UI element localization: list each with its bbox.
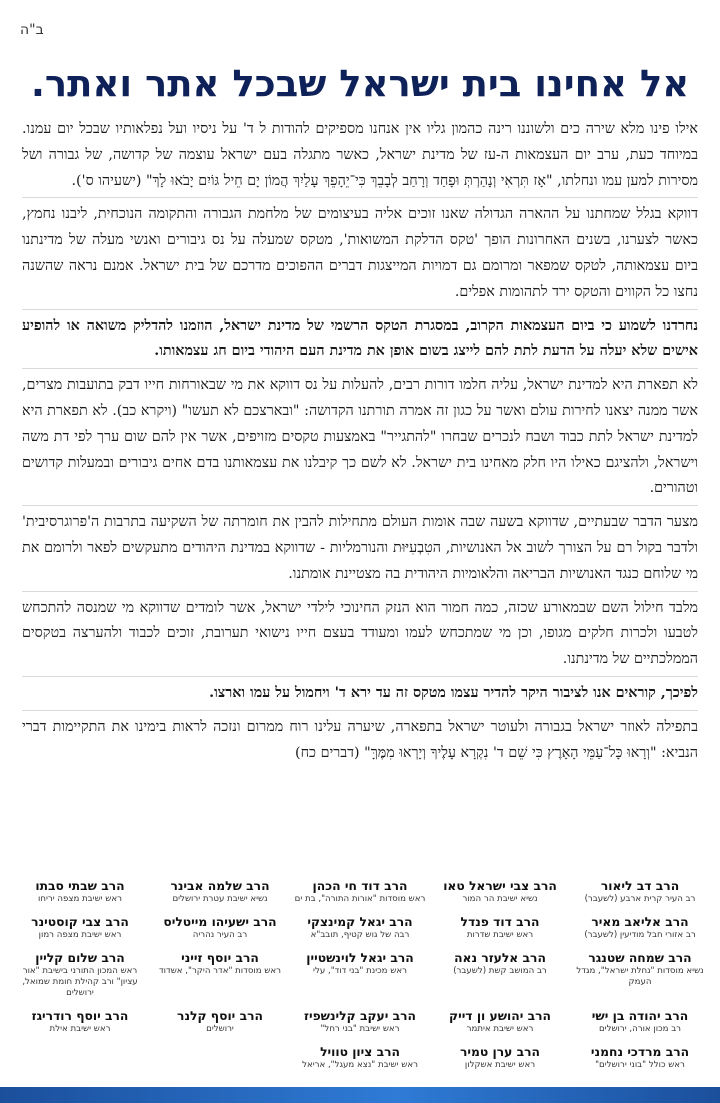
bottom-decorative-bar [0, 1087, 720, 1103]
signatory [574, 1044, 706, 1071]
signatory [434, 1044, 566, 1071]
signatory-role: רבה של גוש קטיף, תובב"א [310, 930, 410, 940]
signatory-role: ראש מוסדות "אורות התורה", בת ים [294, 894, 426, 904]
paragraph-divider [22, 309, 698, 310]
signatory [434, 950, 566, 999]
signatory-role: ראש ישיבת מצפה יריחו [38, 894, 122, 904]
signatory-role: רב מכון אורה, ירושלים [598, 1024, 682, 1034]
signatory [434, 878, 566, 905]
header-bh-mark: ב"ה [20, 22, 44, 38]
signatory [14, 1008, 146, 1035]
signatory [574, 1008, 706, 1035]
signatory-name: הרב מרדכי נחמני [590, 1045, 690, 1059]
signatory-role: ראש ישיבת איתמר [466, 1024, 534, 1034]
signatory-role: רב אזורי חבל מודיעין (לשעבר) [584, 930, 696, 940]
signatory-name: הרב שלום קליין [35, 951, 125, 965]
paragraph-divider [22, 676, 698, 677]
signatory-role: ראש ישיבת מצפה רמון [38, 930, 122, 940]
signatory-name: הרב יוסף קלנר [177, 1009, 263, 1023]
signatory-name: הרב שבתי סבתו [35, 879, 125, 893]
signatory-role: רב העיר קרית ארבע (לשעבר) [584, 894, 696, 904]
signatory-name: הרב יוסף רודריגז [31, 1009, 129, 1023]
letter-paragraph: לפיכך, קוראים אנו לציבור היקר להדיר עצמו מטקס זה עד ירא ד' ויחמול על עמו וארצו. [209, 684, 698, 701]
letter-paragraph: בתפילה לאוזר ישראל בגבורה ולעוטר ישראל בתפארה, שיערה עלינו רוח ממרום ונזכה לראות בימינו את התקיימות דברי הנביא: "וְרָאוּ כָּל־עַמֵּי הָאָרֶץ כִּי שֵׁם ד' נִקְרָא עָלֶיךָ וְיָרְאוּ מִמֶּךָּ" (דברים כח) [22, 718, 698, 761]
signatory-role: ראש כולל "בוני ירושלים" [595, 1060, 685, 1070]
signatory-role: ראש המכון התורני בישיבת "אור עציון" ורב קהילת חומת שמואל, ירושלים [22, 966, 138, 998]
signatory [14, 878, 146, 905]
signatory-name: הרב ערן טמיר [459, 1045, 540, 1059]
signatory-name: הרב יגאל קמינצקי [307, 915, 413, 929]
signatory-name: הרב צבי קוסטינר [31, 915, 129, 929]
letter-paragraph: דווקא בגלל שמחתנו על ההארה הגדולה שאנו זוכים אליה בעיצומים של מלחמת הגבורה והתקומה הנוכחית, ליבנו נחמץ, כאשר לצערנו, בשנים האחרונות הופך 'טקס הדלקת המשואות', מטקס שמעלה על נס גיבורים ואנשי מעלה של מדינתנו ביום עצמאותה, לטקס שמפאר ומרומם גם דמויות המייצגות דברים ההפוכים מדרכם של בית ישראל. אמנם נראה שהשנה נחצו כל הקווים והטקס ירד לתהומות אפלים. [22, 206, 698, 300]
signatory [294, 878, 426, 905]
paragraph-divider [22, 591, 698, 592]
signatory [294, 914, 426, 941]
page-title: אל אחינו בית ישראל שבכל אתר ואתר. [30, 62, 690, 105]
letter-paragraph: מלבד חילול השם שבמאורע שכזה, כמה חמור הוא הנזק החינוכי לילדי ישראל, אשר לומדים שדווקא מי שמנסה להתכחש לטבעו ולכרות חלקים מגופו, וכן מי שמתכחש לעמו ומעודד בעצם חייו נישואי תערובת, זוכים לכבוד ולהערצה בטקסים הממלכתיים של מדינתנו. [22, 599, 698, 668]
paragraph-divider [22, 505, 698, 506]
signatory-role: רב העיר נהריה [192, 930, 248, 940]
signatory-name: הרב ישעיהו מייטליס [163, 915, 277, 929]
paragraph-divider [22, 368, 698, 369]
signatory-name: הרב דוד פנדל [460, 915, 540, 929]
signatory-name: הרב ציון טוויל [320, 1045, 400, 1059]
letter-body [22, 117, 698, 768]
signatory [14, 914, 146, 941]
signatory [574, 950, 706, 999]
signatory-role: רב המושב קשת (לשעבר) [453, 966, 547, 976]
signatory [574, 878, 706, 905]
signatory-role: נשיא ישיבת הר המור [462, 894, 538, 904]
signatory-role: ירושלים [206, 1024, 234, 1034]
signatories-grid [14, 878, 706, 1071]
signatory-role: ראש ישיבת אשקלון [464, 1060, 536, 1070]
signatory-name: הרב דוד חי הכהן [312, 879, 408, 893]
signatory-role: ראש מוסדות "אדר היקר", אשדוד [158, 966, 281, 976]
signatory-name: הרב שמחה שטנגר [588, 951, 692, 965]
letter-paragraph: לא תפארת היא למדינת ישראל, עליה חלמו דורות רבים, להעלות על נס דווקא את מי שבאורחות חייו דבק בתועבות מצרים, אשר ממנה יצאנו לחירות עולם ואשר על כגון זה אמרה תורתנו הקדושה: "ובארצכם לא תעשו" (ויקרא כב). לא תפארת היא למדינת ישראל לתת כבוד ושבח לנכרים שבחרו "להתגייר" באמצעות טקסים מזויפים, אשר אין להם שום ערך לפי דת משה וישראל, ולהציגם כאילו היו חלק מאחינו בית ישראל. לא לשם כך קיבלנו את עצמאותנו בדם אחים גיבורים ובמעלות קדושים וטהורים. [22, 377, 698, 497]
signatory-name: הרב אליאב מאיר [591, 915, 689, 929]
signatory-role: ראש ישיבת שדרות [466, 930, 534, 940]
signatory [294, 950, 426, 999]
signatory [294, 1008, 426, 1035]
signatory-name: הרב דב ליאור [600, 879, 680, 893]
signatory [294, 1044, 426, 1071]
signatory [154, 914, 286, 941]
signatory [434, 1008, 566, 1035]
signatory-role: ראש ישיבת אילת [49, 1024, 111, 1034]
signatory-name: הרב יעקב קלינשפיז [304, 1009, 416, 1023]
signatory [14, 950, 146, 999]
letter-paragraph: מצער הדבר שבעתיים, שדווקא בשעה שבה אומות העולם מתחילות להבין את חומרתה של השקיעה בתרבות ה'פרוגרסיבית' ולדבר בקול רם על הצורך לשוב אל האנושיות, הטִבְעִיּוּת והנורמליות - שדווקא במדינת היהודים מתעקשים לפאר ולרומם את מי שלוחם כנגד האנושיות הבריאה והלאומיות היהודית בה מצטיינת אומתנו. [22, 514, 698, 582]
signatory-name: הרב יהודה בן ישי [591, 1009, 689, 1023]
signatory-name: הרב יוסף זייני [181, 951, 259, 965]
signatory-role: נשיא ישיבת עטרת ירושלים [172, 894, 268, 904]
signatory [434, 914, 566, 941]
signatory-name: הרב אלעזר נאה [454, 951, 546, 965]
signatory-role: ראש ישיבת "נצא מעגל", אריאל [302, 1060, 418, 1070]
signatory-name: הרב שלמה אבינר [170, 879, 270, 893]
letter-paragraph: אילו פינו מלא שירה כים ולשוננו רינה כהמון גליו אין אנחנו מספיקים להודות ל ד' על ניסיו ועל נפלאותיו שבכל יום עמנו. במיוחד כעת, ערב יום העצמאות ה-עז של מדינת ישראל, כאשר מתגלה בעם ישראל עוצמה של קדושה, של גבורה ושל מסירות למען עמו ונחלתו, "אָז תִּרְאִי וְנָהַרְתְּ וּפָחַד וְרָחַב לְבָבֵךְ כִּי־יֵהָפֵךְ עָלַיִךְ הֲמוֹן יָם חֵיל גּוֹיִם יָבֹאוּ לָךְ" (ישעיהו ס'). [22, 121, 698, 189]
signatory-role: נשיא מוסדות "נחלת ישראל", מגדל העמק [576, 966, 704, 987]
signatory [574, 914, 706, 941]
signatory [154, 878, 286, 905]
paragraph-divider [22, 197, 698, 198]
signatory-role: ראש ישיבת "בני רחל" [320, 1024, 400, 1034]
signatory-name: הרב צבי ישראל טאו [443, 879, 557, 893]
signatory-name: הרב יגאל לוינשטיין [306, 951, 414, 965]
signatory [154, 1008, 286, 1035]
signatory-name: הרב יהושע ון דייק [449, 1009, 551, 1023]
paragraph-divider [22, 710, 698, 711]
signatory-role: ראש מכינת "בני דוד", עלי [313, 966, 407, 976]
letter-paragraph: נחרדנו לשמוע כי ביום העצמאות הקרוב, במסגרת הטקס הרשמי של מדינת ישראל, הוזמנו להדליק משואה או להופיע אישים שלא יעלה על הדעת לתת להם לייצג בשום אופן את מדינת העם היהודי ביום חג עצמאותו. [22, 317, 698, 360]
signatory [154, 950, 286, 999]
